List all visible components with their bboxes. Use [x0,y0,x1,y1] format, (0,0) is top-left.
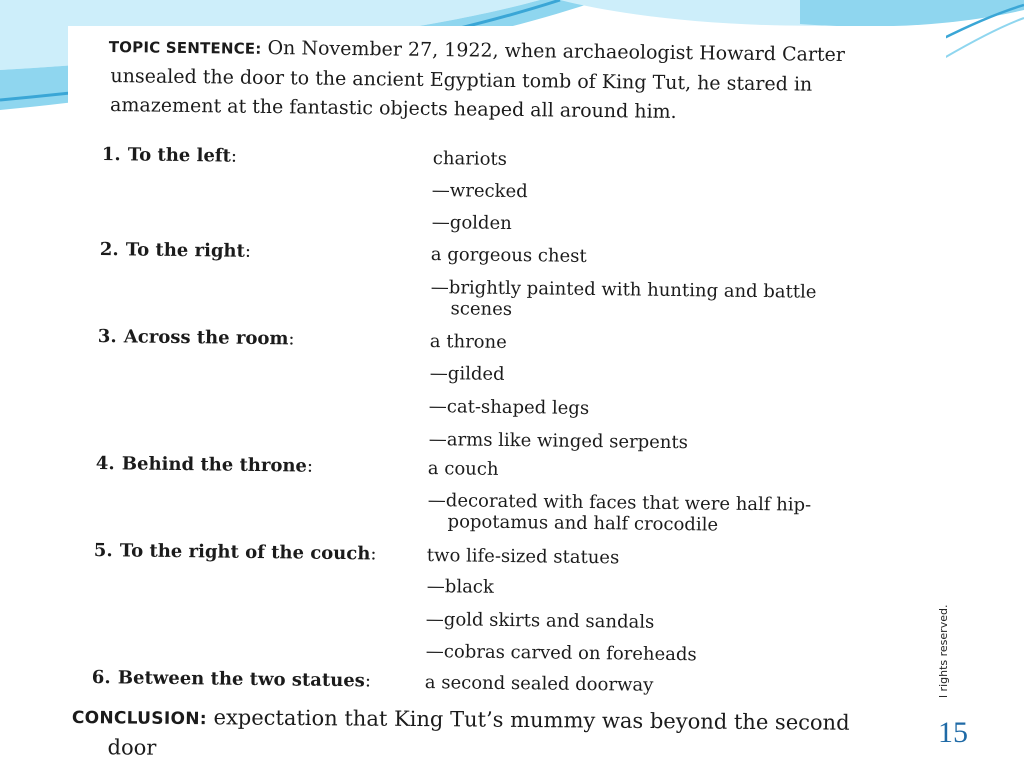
item-colon: : [306,455,314,477]
detail-line: —black [426,576,494,598]
detail-line: —arms like winged serpents [428,429,689,454]
item-label-right-of-couch [94,540,377,564]
detail-line: a gorgeous chest [430,244,587,267]
conclusion [71,702,921,768]
item-colon: : [244,240,252,262]
detail-line: —cobras carved on foreheads [425,641,697,666]
item-text: To the left [127,144,232,167]
topic-line-3: amazement at the fantastic objects heaped all around him. [109,94,677,123]
topic-line-2: unsealed the door to the ancient Egyptian tomb of King Tut, he stared in [110,65,813,96]
copyright-fragment: l rights reserved. [937,604,950,698]
item-text: Between the two statues [117,667,366,692]
detail-line: a throne [429,331,507,353]
conclusion-line-1: expectation that King Tut’s mummy was beyond the second [213,705,850,735]
item-number: 6. [91,667,111,689]
item-text: To the right [125,239,246,262]
conclusion-line-2: door [107,735,157,760]
item-text: To the right of the couch [119,540,371,565]
detail-line: —decorated with faces that were half hip- popotamus and half crocodile [427,490,812,536]
topic-label: TOPIC SENTENCE: [108,37,262,58]
detail-line: two life-sized statues [426,545,620,569]
detail-line: —gold skirts and sandals [425,609,655,633]
conclusion-label: CONCLUSION: [71,707,207,730]
item-number: 3. [97,326,117,348]
item-number: 2. [99,239,119,261]
item-label-across-the-room [98,326,295,349]
item-label-to-the-right [100,239,251,262]
item-number: 4. [95,453,115,475]
detail-line: —brightly painted with hunting and battle scenes [430,277,817,320]
detail-line: chariots [432,148,508,170]
item-text: Behind the throne [121,453,308,477]
item-label-between-statues [92,667,371,691]
item-text: Across the room [123,326,289,350]
item-label-behind-the-throne [96,453,313,477]
item-colon: : [370,543,377,565]
slide-number: 15 [938,716,968,749]
detail-line: —golden [431,212,512,234]
topic-sentence [108,32,849,129]
item-colon: : [230,145,238,167]
detail-line: a second sealed doorway [424,672,654,696]
item-colon: : [288,328,295,350]
detail-line: —cat-shaped legs [428,396,590,419]
topic-line-1: On November 27, 1922, when archaeologist Howard Carter [267,36,846,66]
detail-line: a couch [427,458,499,480]
item-number: 5. [93,540,113,562]
item-colon: : [364,670,372,692]
scanned-worksheet [68,26,946,766]
detail-line: —wrecked [431,180,528,203]
detail-line: —gilded [429,363,505,385]
item-label-to-the-left [102,144,237,167]
item-number: 1. [101,144,121,166]
